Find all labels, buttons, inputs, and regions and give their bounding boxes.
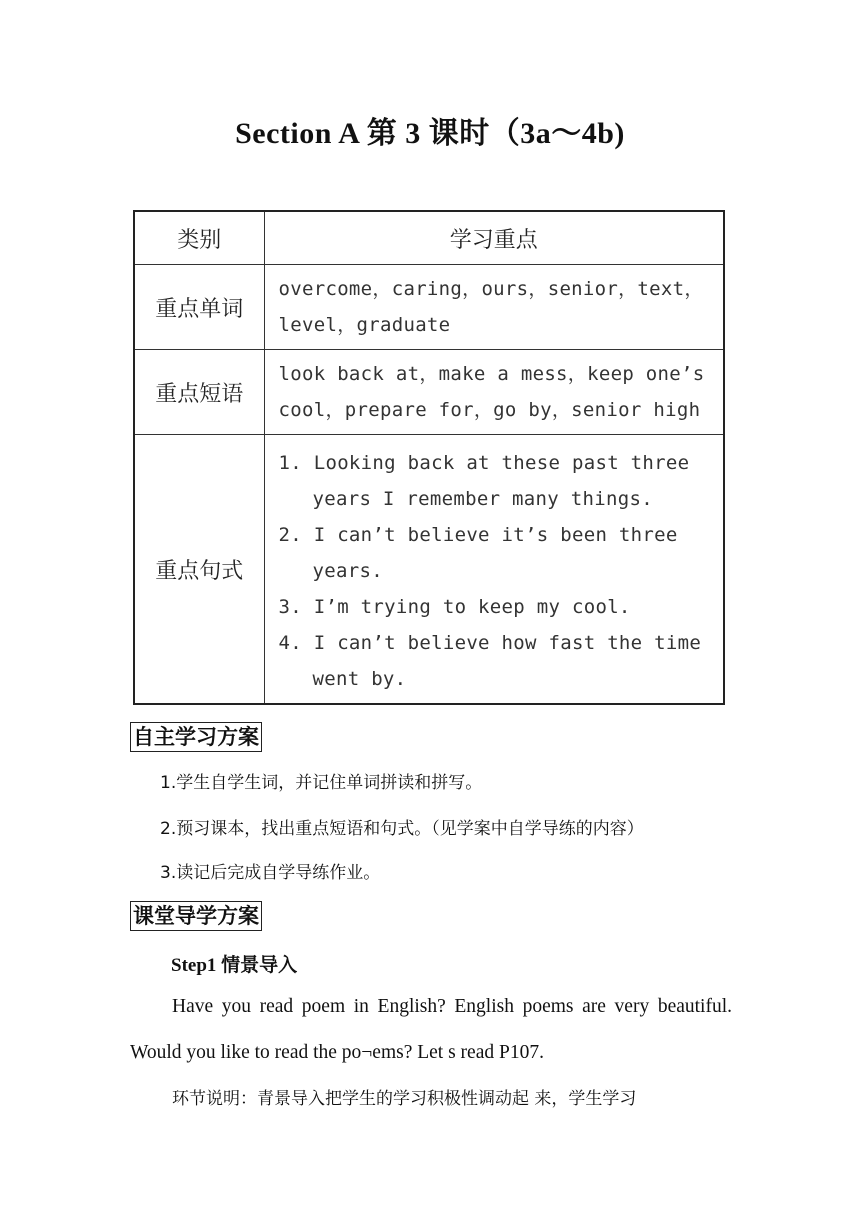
row-content <box>264 265 724 350</box>
list-item: 1.学生自学生词，并记住单词拼读和拼写。 <box>160 773 483 793</box>
note-line: 环节说明：青景导入把学生的学习积极性调动起 来，学生学习 <box>172 1089 637 1109</box>
row-content <box>264 350 724 435</box>
sentence-item: 4. I can’t believe how fast the time went by. <box>278 632 702 690</box>
row-category: 重点短语 <box>134 350 264 435</box>
table-header-row <box>134 211 724 265</box>
row-content <box>264 435 724 705</box>
row-category: 重点句式 <box>134 435 264 705</box>
class-guide-heading: 课堂导学方案 <box>130 901 262 931</box>
table-row <box>134 435 724 705</box>
self-study-heading: 自主学习方案 <box>130 722 262 752</box>
content-line: look back at，make a mess，keep one’s <box>278 363 705 385</box>
row-category: 重点单词 <box>134 265 264 350</box>
sentence-item: 2. I can’t believe it’s been three years. <box>278 524 678 582</box>
key-points-table <box>133 210 725 705</box>
list-item: 3.读记后完成自学导练作业。 <box>160 863 381 883</box>
content-line: overcome，caring，ours，senior，text， <box>278 278 704 300</box>
sentence-item: 3. I’m trying to keep my cool. <box>278 596 631 618</box>
page-title: Section A 第 3 课时（3a～4b) <box>235 117 625 150</box>
list-item: 2.预习课本，找出重点短语和句式。（见学案中自学导练的内容） <box>160 819 644 839</box>
content-line: cool，prepare for，go by，senior high <box>278 399 701 421</box>
content-line: level，graduate <box>278 314 451 336</box>
header-focus: 学习重点 <box>264 211 724 265</box>
table-row <box>134 350 724 435</box>
header-category: 类别 <box>134 211 264 265</box>
table-row <box>134 265 724 350</box>
intro-paragraph: Have you read poem in English? English poems are very beautiful. Would you like to read the po¬ems? Let s read P107. <box>130 996 732 1063</box>
sentence-item: 1. Looking back at these past three years I remember many things. <box>278 452 690 510</box>
step-title: Step1 情景导入 <box>171 955 298 976</box>
